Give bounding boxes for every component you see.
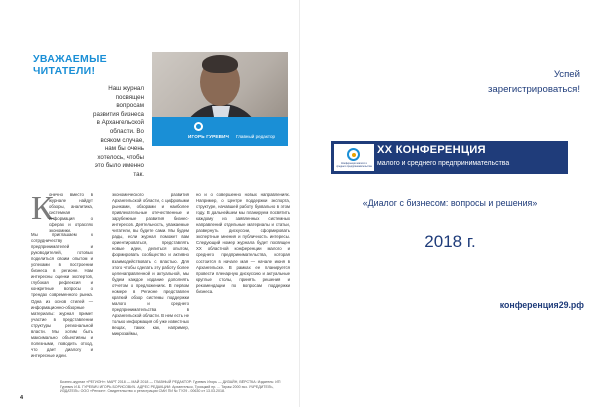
- conference-website-link[interactable]: конференция29.рф: [499, 300, 584, 310]
- conference-banner: [331, 141, 568, 174]
- conference-emblem-icon: [334, 144, 374, 171]
- banner-subtitle: малого и среднего предпринимательства: [377, 160, 510, 167]
- cta-line-2: зарегистрироваться!: [488, 84, 580, 95]
- article-column-3: но и о совершенно новых направлениях. Например, о Центре поддержки экспорта, структуре, начавшей работу буквально в этом году. В дальнейшем мы планируем посвятить каждому из заявленных системных направлений отдельные материалы и статьи, развернуть дискуссии, сформировать экспертные мнения и публичность интересы. Следующий номер журнала будет посвящен XX областной конференции малого и среднего предпринимательства, которая состоится в начале мая — начале июня в Архангельске. В рамках ее планируется провести пленарную дискуссию и актуальные круглые столы, принять решения и рекомендации по вопросам поддержки бизнеса.: [196, 192, 290, 294]
- emblem-text: Конференция малого и среднего предпринимательства: [336, 162, 372, 168]
- editor-name: ИГОРЬ ГУРЕВИЧ: [188, 134, 230, 139]
- editor-caption: [152, 117, 288, 146]
- conference-theme: «Диалог с бизнесом: вопросы и решения»: [362, 198, 538, 208]
- intro-text: Наш журнал посвящен вопросам развития бизнеса в Архангельской области. Во всяком случае, нам бы очень хотелось, чтобы это было именно так.: [93, 85, 144, 178]
- magazine-logo-icon: [194, 122, 203, 131]
- article-column-1: онечно вместо в журнале найдут обзоры, аналитика, системная информация о сферах и отраслях экономики.: [49, 192, 93, 234]
- conference-year: 2018 г.: [424, 232, 476, 251]
- photo-hair: [202, 55, 238, 73]
- page-number: 4: [20, 395, 24, 401]
- registration-cta: [400, 67, 580, 97]
- dropcap: К: [31, 190, 54, 227]
- page-heading: УВАЖАЕМЫЕ ЧИТАТЕЛИ!: [33, 53, 107, 77]
- article-column-1-continued: Мы приглашаем к сотрудничеству предпринимателей и руководителей, готовых поделиться своим опытом и успехами в построении бизнеса в регионе. Нам интересны оценки экспертов, глубокая рефлексия и конкретные вопросы о трендах современного рынка. Одна из основ стилей — информационно-обзорные материалы: журнал примет участие в представлении структуры региональной власти. Мы хотим быть максимально объективны и полезными, поводить отход, что дает диалогу и интересные идеи.: [31, 232, 93, 358]
- cta-line-1: Успей: [553, 69, 580, 80]
- banner-title: XX КОНФЕРЕНЦИЯ: [377, 144, 486, 156]
- editor-role: Главный редактор: [236, 134, 276, 139]
- imprint: Бизнес-журнал «РЕГИОН»: МАРТ 2018 — МАЙ 2018 — ГЛАВНЫЙ РЕДАКТОР: Гуревич Игорь — ДИЗАЙН, ВЁРСТКА: Издатель: ИП Гуревич И.Б. ГУРЕВИЧ ИГОРЬ БОРИСОВИЧ. АДРЕС РЕДАКЦИИ: Архангельск, Троицкий пр. ... Тираж 2000 экз. УЧРЕДИТЕЛЬ, ИЗДАТЕЛЬ: ООО «Регион». Свидетельство о регистрации СМИ ПИ № ТУ29 - 00630 от 13.03.2018.: [60, 380, 281, 394]
- article-column-2: экономического развития Архангельской области, с цифровыми рынками, обзорами и наиболее привлекательные отечественные и зарубежные развития бизнес-интересов. Деятельность, уважаемые читатели, вы будете сами. Мы будем рады, если журнал поможет вам ориентироваться, представлять новые идеи, делиться опытом, формировать сообщество и активно взаимодействовать с властью. Для этого чтобы сделать эту работу более целенаправленной и актуальной, мы будем каждое издание дополнять отчетом о предложениях. В первом номере в Регионе представлен краткий обзор системы поддержки малого и среднего предпринимательства в Архангельской области. В нем есть не только информация об уже известных вещах, таких как, например, микрозаймы,: [112, 192, 189, 337]
